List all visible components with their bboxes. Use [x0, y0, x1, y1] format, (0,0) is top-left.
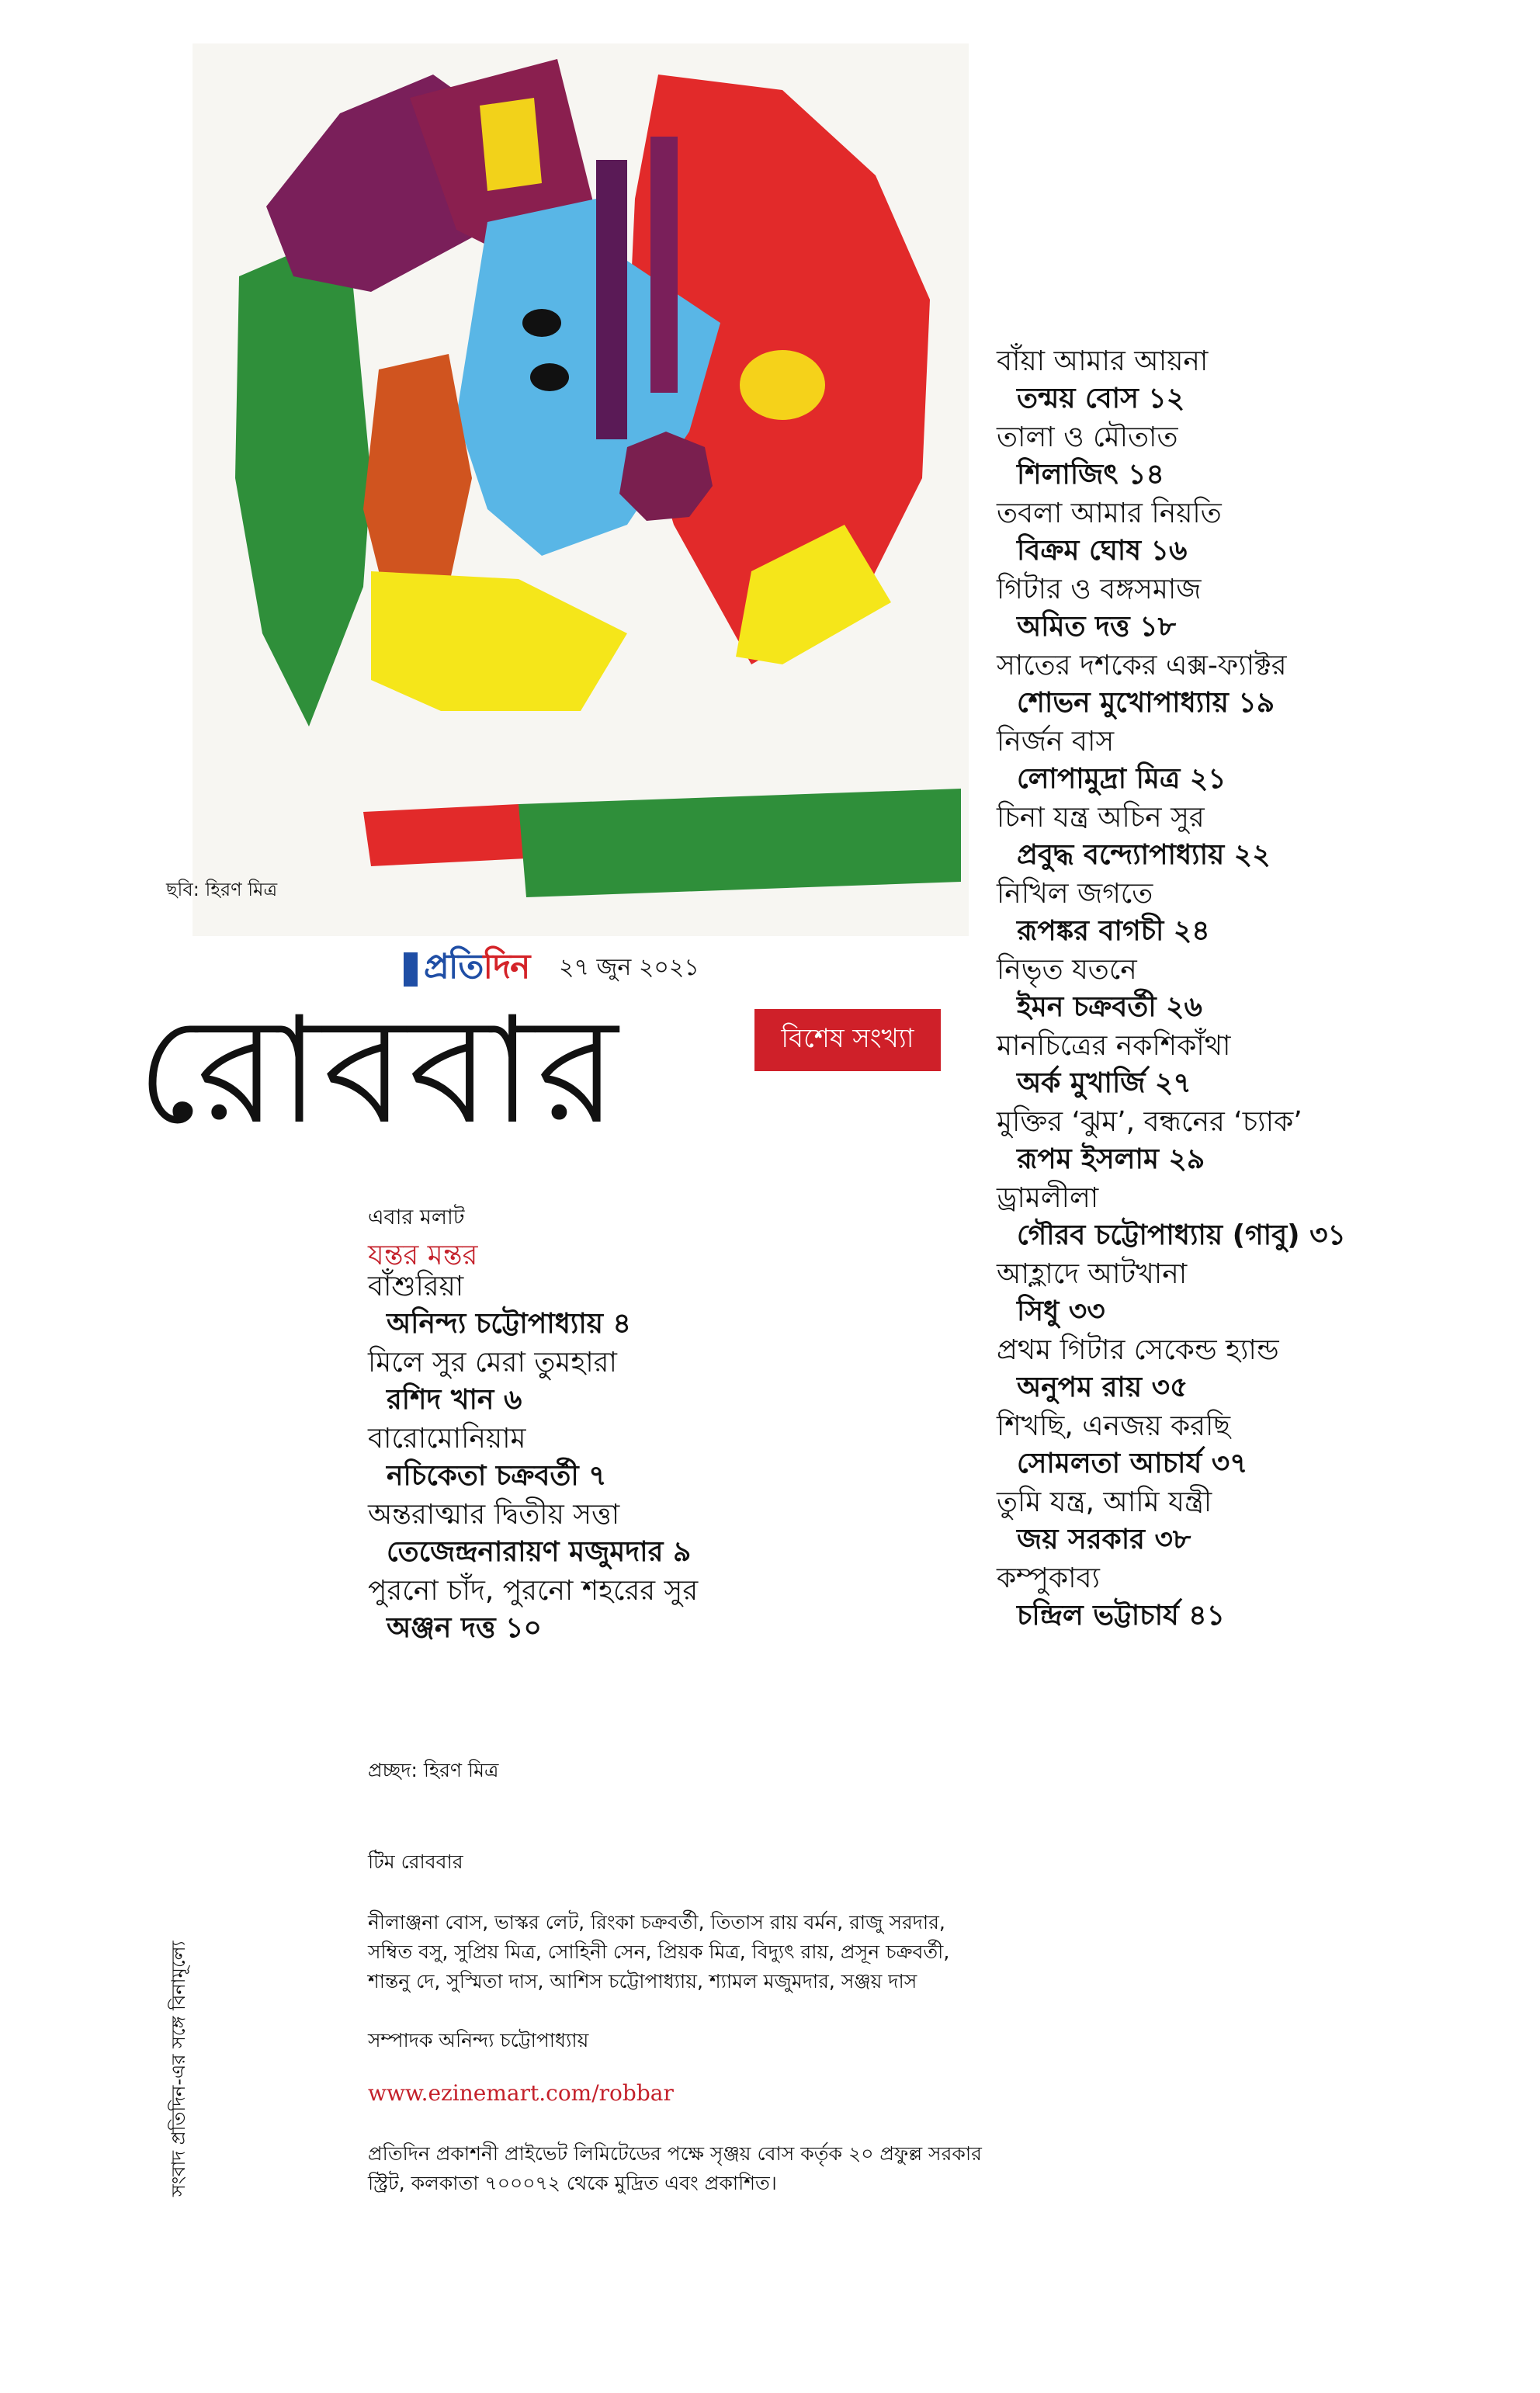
toc-author: সিধু ৩৩: [1017, 1295, 1105, 1327]
toc-author: শোভন মুখোপাধ্যায় ১৯: [1017, 687, 1275, 719]
toc-author: জয় সরকার ৩৮: [1017, 1524, 1191, 1555]
toc-author: অনিন্দ্য চট্টোপাধ্যায় ৪: [387, 1308, 631, 1340]
toc-author: লোপামুদ্রা মিত্র ২১: [1017, 763, 1226, 795]
toc-title: ড্রামলীলা: [997, 1182, 1099, 1214]
toc-author: নচিকেতা চক্রবর্তী ৭: [387, 1460, 607, 1492]
toc-author: অনুপম রায় ৩৫: [1017, 1372, 1188, 1403]
toc-title: অন্তরাত্মার দ্বিতীয় সত্তা: [368, 1499, 620, 1531]
toc-author: রূপঙ্কর বাগচী ২৪: [1017, 915, 1210, 947]
toc-author: তেজেন্দ্রনারায়ণ মজুমদার ৯: [387, 1536, 692, 1568]
cover-caption: ছবি: হিরণ মিত্র: [166, 879, 278, 900]
logo-name-part-2: দিন: [483, 947, 530, 987]
toc-title: মিলে সুর মেরা তুমহারা: [368, 1347, 617, 1379]
toc-title: চিনা যন্ত্র অচিন সুর: [997, 802, 1205, 834]
black-shape-1: [522, 309, 561, 337]
team-line: শান্তনু দে, সুস্মিতা দাস, আশিস চট্টোপাধ্যায়, শ্যামল মজুমদার, সঞ্জয় দাস: [368, 1970, 917, 1992]
toc-title: তুমি যন্ত্র, আমি যন্ত্রী: [997, 1486, 1212, 1518]
cover-artwork: [192, 43, 969, 936]
black-shape-2: [530, 363, 569, 391]
toc-title: গিটার ও বঙ্গসমাজ: [997, 574, 1202, 605]
logo-name-part-1: প্রতি: [424, 947, 484, 987]
toc-title: বাঁশুরিয়া: [368, 1271, 464, 1302]
purple-strip-1: [596, 160, 627, 439]
toc-title: বারোমোনিয়াম: [368, 1423, 526, 1455]
toc-title: কম্পুকাব্য: [997, 1562, 1100, 1594]
toc-title: নিখিল জগতে: [997, 878, 1153, 910]
toc-title: প্রথম গিটার সেকেন্ড হ্যান্ড: [997, 1334, 1279, 1366]
toc-author: রশিদ খান ৬: [387, 1384, 522, 1416]
cover-credit: প্রচ্ছদ: হিরণ মিত্র: [368, 1759, 499, 1781]
toc-title: মুক্তির ‘ঝুম’, বন্ধনের ‘চ্যাক’: [997, 1106, 1302, 1138]
special-issue-badge: বিশেষ সংখ্যা: [754, 1009, 941, 1071]
toc-title: তালা ও মৌতাত: [997, 421, 1178, 453]
toc-title: মানচিত্রের নকশিকাঁথা: [997, 1030, 1231, 1062]
toc-author: রূপম ইসলাম ২৯: [1017, 1143, 1205, 1175]
toc-author: অর্ক মুখার্জি ২৭: [1017, 1067, 1191, 1099]
toc-author: গৌরব চট্টোপাধ্যায় (গাবু) ৩১: [1017, 1219, 1346, 1251]
team-label: টিম রোববার: [368, 1850, 463, 1873]
toc-author: প্রবুদ্ধ বন্দ্যোপাধ্যায় ২২: [1017, 839, 1271, 871]
toc-title: নিভৃত যতনে: [997, 954, 1137, 986]
toc-author: অমিত দত্ত ১৮: [1017, 611, 1176, 643]
editor-credit: সম্পাদক অনিন্দ্য চট্টোপাধ্যায়: [368, 2029, 589, 2051]
yellow-small-piece: [480, 98, 542, 191]
magazine-title: রোববার: [137, 985, 621, 1157]
toc-author: সোমলতা আচার্য ৩৭: [1017, 1448, 1248, 1479]
issue-date: ২৭ জুন ২০২১: [559, 954, 699, 981]
toc-author: অঞ্জন দত্ত ১০: [387, 1612, 542, 1644]
yellow-oval: [740, 350, 825, 420]
vertical-note: সংবাদ প্রতিদিন-এর সঙ্গে বিনামূল্যে: [168, 1940, 189, 2197]
red-bottom-strip: [363, 804, 526, 866]
toc-author: চন্দ্রিল ভট্টাচার্য ৪১: [1017, 1600, 1226, 1632]
toc-title: আহ্লাদে আটখানা: [997, 1258, 1188, 1290]
imprint-line: স্ট্রিট, কলকাতা ৭০০০৭২ থেকে মুদ্রিত এবং প্রকাশিত।: [368, 2172, 777, 2194]
logo-mark: [404, 952, 418, 987]
website-link[interactable]: www.ezinemart.com/robbar: [368, 2080, 674, 2106]
team-line: সম্বিত বসু, সুপ্রিয় মিত্র, সোহিনী সেন, প্রিয়ক মিত্র, বিদ্যুৎ রায়, প্রসূন চক্রবর্তী,: [368, 1940, 950, 1963]
purple-strip-2: [650, 137, 678, 393]
toc-title: শিখছি, এনজয় করছি: [997, 1410, 1231, 1442]
cover-section-label: এবার মলাট: [368, 1205, 465, 1229]
toc-title: পুরনো চাঁদ, পুরনো শহরের সুর: [368, 1575, 699, 1607]
toc-author: ইমন চক্রবর্তী ২৬: [1017, 991, 1202, 1023]
toc-title: নির্জন বাস: [997, 726, 1115, 758]
imprint-line: প্রতিদিন প্রকাশনী প্রাইভেট লিমিটেডের পক্ষে সৃঞ্জয় বোস কর্তৃক ২০ প্রফুল্ল সরকার: [368, 2142, 982, 2165]
toc-author: তন্ময় বোস ১২: [1017, 383, 1185, 414]
toc-title: বাঁয়া আমার আয়না: [997, 345, 1209, 377]
team-line: নীলাঞ্জনা বোস, ভাস্কর লেট, রিংকা চক্রবর্তী, তিতাস রায় বর্মন, রাজু সরদার,: [368, 1911, 945, 1933]
toc-author: বিক্রম ঘোষ ১৬: [1017, 535, 1188, 567]
toc-author: শিলাজিৎ ১৪: [1017, 459, 1164, 491]
cover-story-title: যন্তর মন্তর: [368, 1240, 478, 1271]
toc-title: তবলা আমার নিয়তি: [997, 498, 1222, 529]
green-bottom-strip: [519, 789, 961, 897]
toc-title: সাতের দশকের এক্স-ফ্যাক্টর: [997, 650, 1287, 681]
